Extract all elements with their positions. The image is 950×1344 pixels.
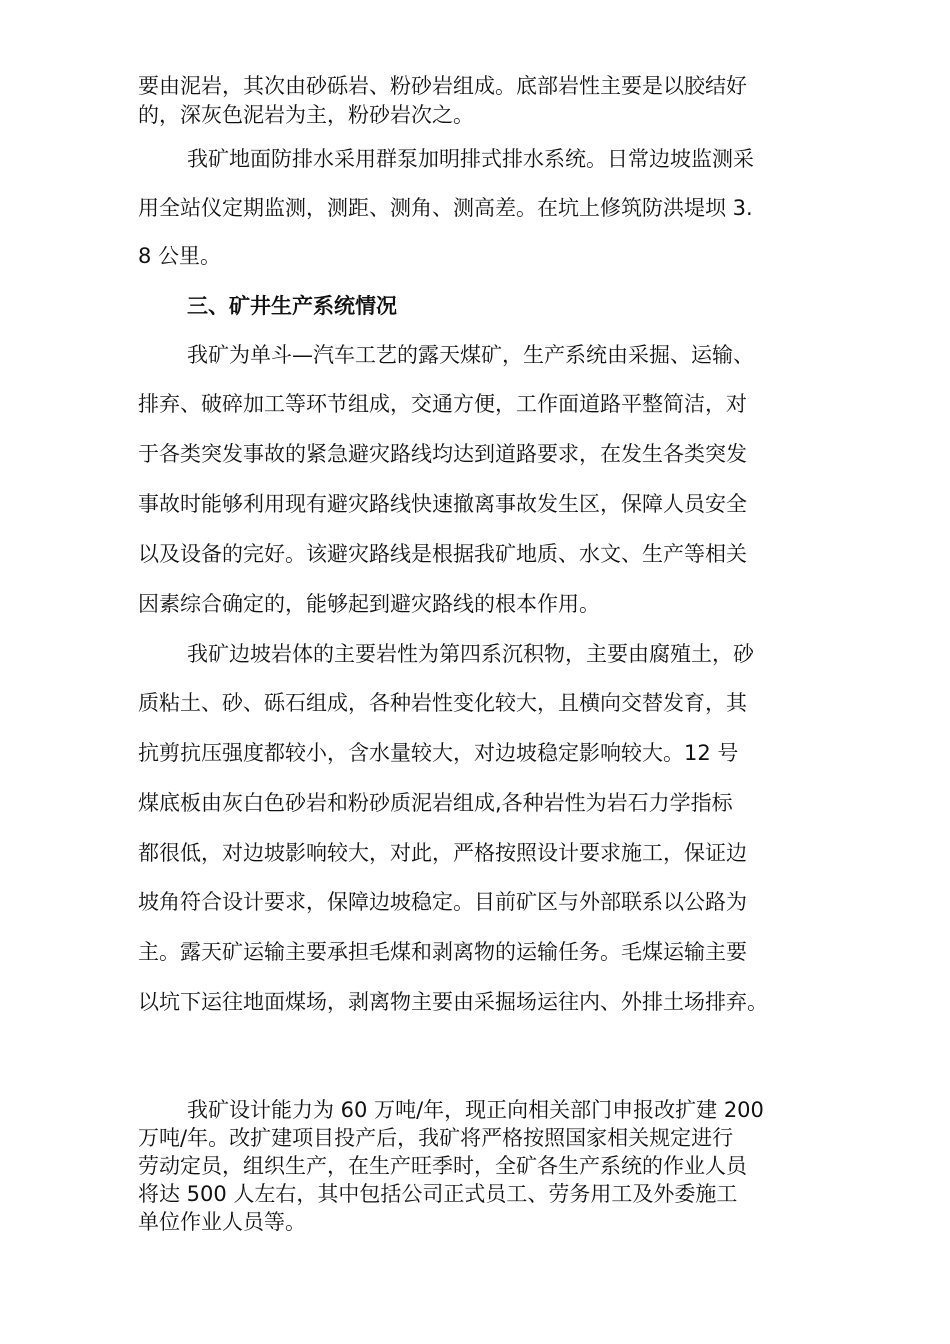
production-line-2: 排弃、破碎加工等环节组成，交通方便，工作面道路平整简洁，对 — [138, 392, 747, 416]
slope-line-2: 质粘土、砂、砾石组成，各种岩性变化较大，且横向交替发育，其 — [138, 691, 747, 715]
drainage-line-3: 8 公里。 — [138, 244, 222, 268]
capacity-line-1: 我矿设计能力为 60 万吨/年，现正向相关部门申报改扩建 200 — [187, 1098, 764, 1122]
slope-line-4: 煤底板由灰白色砂岩和粉砂质泥岩组成,各种岩性为岩石力学指标 — [138, 791, 733, 815]
capacity-line-2: 万吨/年。改扩建项目投产后，我矿将严格按照国家相关规定进行 — [138, 1126, 734, 1150]
production-line-3: 于各类突发事故的紧急避灾路线均达到道路要求，在发生各类突发 — [138, 442, 747, 466]
slope-line-8: 以坑下运往地面煤场，剥离物主要由采掘场运往内、外排土场排弃。 — [138, 990, 768, 1014]
slope-line-6: 坡角符合设计要求，保障边坡稳定。目前矿区与外部联系以公路为 — [138, 890, 747, 914]
production-line-6: 因素综合确定的，能够起到避灾路线的根本作用。 — [138, 592, 600, 616]
slope-line-1: 我矿边坡岩体的主要岩性为第四系沉积物，主要由腐殖土，砂 — [187, 642, 754, 666]
drainage-line-1: 我矿地面防排水采用群泵加明排式排水系统。日常边坡监测采 — [187, 147, 754, 171]
intro-line-2: 的，深灰色泥岩为主，粉砂岩次之。 — [138, 103, 474, 127]
slope-line-5: 都很低，对边坡影响较大，对此，严格按照设计要求施工，保证边 — [138, 841, 747, 865]
capacity-line-3: 劳动定员，组织生产，在生产旺季时，全矿各生产系统的作业人员 — [138, 1154, 747, 1178]
production-line-1: 我矿为单斗—汽车工艺的露天煤矿，生产系统由采掘、运输、 — [187, 343, 754, 367]
capacity-line-4: 将达 500 人左右，其中包括公司正式员工、劳务用工及外委施工 — [138, 1182, 738, 1206]
intro-line-1: 要由泥岩，其次由砂砾岩、粉砂岩组成。底部岩性主要是以胶结好 — [138, 74, 747, 98]
slope-line-7: 主。露天矿运输主要承担毛煤和剥离物的运输任务。毛煤运输主要 — [138, 940, 747, 964]
capacity-line-5: 单位作业人员等。 — [138, 1210, 306, 1234]
section-heading: 三、矿井生产系统情况 — [187, 294, 397, 318]
production-line-5: 以及设备的完好。该避灾路线是根据我矿地质、水文、生产等相关 — [138, 542, 747, 566]
slope-line-3: 抗剪抗压强度都较小，含水量较大，对边坡稳定影响较大。12 号 — [138, 741, 739, 765]
production-line-4: 事故时能够利用现有避灾路线快速撤离事故发生区，保障人员安全 — [138, 492, 747, 516]
drainage-line-2: 用全站仪定期监测，测距、测角、测高差。在坑上修筑防洪堤坝 3. — [138, 196, 753, 220]
